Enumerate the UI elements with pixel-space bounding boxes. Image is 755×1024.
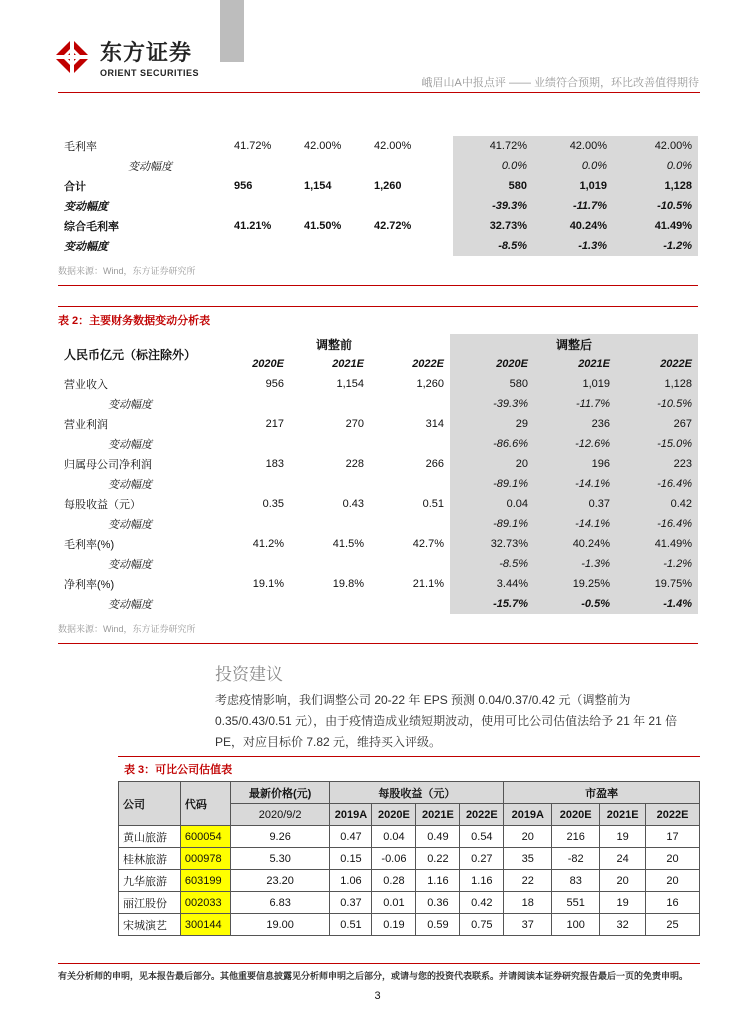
year-header: 2021E [600,804,646,826]
row-label: 变动幅度 [108,519,152,531]
pe-value: 551 [552,892,600,914]
table-row [58,394,698,414]
eps-value: 0.19 [372,914,416,936]
row-label: 综合毛利率 [64,221,119,233]
table-row [58,594,698,614]
cell-value: -39.3% [450,394,534,414]
year-header: 2020E [552,804,600,826]
cell-value [290,394,370,414]
cell-value: 1,154 [304,180,332,192]
cell-value: 0.0% [453,156,533,176]
cell-value: 267 [616,414,698,434]
cell-value [368,196,453,216]
cell-value [368,236,453,256]
cell-value: 0.43 [342,498,364,510]
cell-value: 20 [450,454,534,474]
eps-value: 0.28 [372,870,416,892]
cell-value: -89.1% [450,474,534,494]
cell-value: 217 [265,418,284,430]
stock-code: 000978 [180,848,230,870]
cell-value: 32.73% [453,216,533,236]
table-row [58,474,698,494]
pe-value: -82 [552,848,600,870]
cell-value: 32.73% [450,534,534,554]
row-label: 合计 [64,181,86,193]
table2-unit-label: 人民币亿元（标注除外） [64,347,197,362]
row-label: 净利率(%) [64,579,115,591]
cell-value: -1.3% [534,554,616,574]
cell-value: 41.2% [252,538,284,550]
cell-value: -11.7% [533,196,613,216]
latest-price: 19.00 [230,914,330,936]
t3-header-price: 最新价格(元) [230,782,330,804]
eps-value: 0.36 [416,892,460,914]
row-label: 毛利率(%) [64,539,115,551]
row-label: 归属母公司净利润 [64,459,152,471]
header-divider [58,92,700,93]
pe-value: 16 [646,892,700,914]
cell-value: -0.5% [534,594,616,614]
table-row [58,216,698,236]
eps-value: 1.06 [330,870,372,892]
table-row [119,848,700,870]
pe-value: 18 [504,892,552,914]
cell-value: -1.2% [616,554,698,574]
eps-value: 0.51 [330,914,372,936]
cell-value: 40.24% [533,216,613,236]
table2-group-after: 调整后 [450,334,698,354]
table-row [58,196,698,216]
stock-code: 603199 [180,870,230,892]
table-row [58,236,698,256]
cell-value: 1,019 [533,176,613,196]
cell-value: 42.72% [374,220,412,232]
cell-value: 223 [616,454,698,474]
cell-value: 42.00% [374,140,412,152]
stock-code: 600054 [180,826,230,848]
table-row [58,494,698,514]
pe-value: 20 [504,826,552,848]
cell-value [290,434,370,454]
cell-value: 956 [265,378,284,390]
cell-value: 19.25% [534,574,616,594]
eps-value: 0.47 [330,826,372,848]
cell-value: -86.6% [450,434,534,454]
cell-value [370,594,450,614]
footer-divider [58,963,700,964]
cell-value: -1.4% [616,594,698,614]
eps-value: 0.75 [460,914,504,936]
cell-value [370,514,450,534]
pe-value: 37 [504,914,552,936]
cell-value: 1,128 [616,374,698,394]
cell-value: 0.0% [613,156,698,176]
table-row [58,554,698,574]
table-row [119,826,700,848]
table2-source: 数据来源：Wind，东方证券研究所 [58,624,196,634]
header-grey-bar [220,0,244,62]
pe-value: 35 [504,848,552,870]
cell-value: -8.5% [453,236,533,256]
cell-value: 1,154 [336,378,364,390]
cell-value [218,434,290,454]
brand-logo [52,36,199,78]
cell-value: -1.3% [533,236,613,256]
pe-value: 17 [646,826,700,848]
cell-value: 580 [450,374,534,394]
cell-value: -14.1% [534,514,616,534]
year-header: 2021E [416,804,460,826]
cell-value [218,474,290,494]
company-name: 宋城演艺 [119,914,181,936]
cell-value: 1,260 [374,180,402,192]
company-name: 九华旅游 [119,870,181,892]
year-header: 2019A [504,804,552,826]
cell-value [370,474,450,494]
table-row [58,414,698,434]
eps-value: 0.59 [416,914,460,936]
year-header: 2020E [450,354,534,374]
cell-value [370,554,450,574]
company-name: 丽江股份 [119,892,181,914]
table2-group-before: 调整前 [315,337,352,352]
cell-value [298,156,368,176]
cell-value [290,594,370,614]
row-label: 营业收入 [64,379,108,391]
year-header: 2022E [412,358,444,370]
cell-value [218,594,290,614]
cell-value: -15.0% [616,434,698,454]
eps-value: -0.06 [372,848,416,870]
logo-en-text: ORIENT SECURITIES [100,68,200,78]
cell-value: -15.7% [450,594,534,614]
cell-value: 1,128 [613,176,698,196]
table2-top-rule [58,306,698,307]
eps-value: 0.27 [460,848,504,870]
cell-value [228,196,298,216]
cell-value: 956 [234,180,253,192]
eps-value: 0.04 [372,826,416,848]
table-row [119,892,700,914]
table-row [58,454,698,474]
cell-value: -10.5% [616,394,698,414]
table-row [58,176,698,196]
cell-value: 0.42 [616,494,698,514]
row-label: 变动幅度 [128,161,172,173]
latest-price: 5.30 [230,848,330,870]
cell-value [290,474,370,494]
cell-value: 29 [450,414,534,434]
report-title: 峨眉山A中报点评 —— 业绩符合预期，环比改善值得期待 [421,77,699,89]
cell-value: 41.50% [304,220,342,232]
pe-value: 20 [646,848,700,870]
row-label: 变动幅度 [108,559,152,571]
cell-value [368,156,453,176]
cell-value: 0.0% [533,156,613,176]
table1 [58,136,698,286]
eps-value: 1.16 [416,870,460,892]
logo-cn-text: 东方证券 [100,40,193,65]
table-row [58,534,698,554]
logo-icon [52,37,92,77]
row-label: 变动幅度 [108,439,152,451]
year-header: 2020E [252,358,284,370]
cell-value [228,236,298,256]
stock-code: 300144 [180,914,230,936]
eps-value: 0.15 [330,848,372,870]
stock-code: 002033 [180,892,230,914]
cell-value: -16.4% [616,514,698,534]
table-row [58,434,698,454]
cell-value: 19.8% [332,578,364,590]
row-label: 营业利润 [64,419,108,431]
latest-price: 6.83 [230,892,330,914]
table2-title: 表 2：主要财务数据变动分析表 [58,315,211,327]
cell-value: -11.7% [534,394,616,414]
cell-value [290,554,370,574]
year-header: 2020E [372,804,416,826]
year-header: 2022E [646,804,700,826]
latest-price: 23.20 [230,870,330,892]
cell-value [370,434,450,454]
cell-value [218,394,290,414]
eps-value: 0.37 [330,892,372,914]
eps-value: 0.54 [460,826,504,848]
t3-header-eps: 每股收益（元） [330,782,504,804]
table-row [119,914,700,936]
pe-value: 32 [600,914,646,936]
latest-price: 9.26 [230,826,330,848]
pe-value: 100 [552,914,600,936]
pe-value: 24 [600,848,646,870]
section-heading: 投资建议 [215,665,283,684]
year-header: 2019A [330,804,372,826]
t3-header-code: 代码 [180,782,230,826]
cell-value: 314 [425,418,444,430]
row-label: 变动幅度 [64,201,108,213]
cell-value: 0.37 [534,494,616,514]
year-header: 2021E [534,354,616,374]
table-row [58,136,698,156]
row-label: 变动幅度 [108,479,152,491]
cell-value: 236 [534,414,616,434]
row-label: 变动幅度 [108,599,152,611]
cell-value: 580 [453,176,533,196]
table-row [119,870,700,892]
page-number: 3 [374,990,381,1002]
t3-header-company: 公司 [119,782,181,826]
cell-value [298,236,368,256]
row-label: 每股收益（元） [64,499,141,511]
table3 [118,756,700,936]
cell-value [298,196,368,216]
eps-value: 0.49 [416,826,460,848]
cell-value: 41.72% [234,140,272,152]
cell-value: 41.49% [613,216,698,236]
cell-value: 21.1% [412,578,444,590]
row-label: 毛利率 [64,141,97,153]
year-header: 2021E [332,358,364,370]
cell-value: -1.2% [613,236,698,256]
cell-value: 1,019 [534,374,616,394]
table-row [58,156,698,176]
pe-value: 19 [600,826,646,848]
eps-value: 0.01 [372,892,416,914]
cell-value: -89.1% [450,514,534,534]
row-label: 变动幅度 [108,399,152,411]
cell-value [218,514,290,534]
t3-header-date: 2020/9/2 [230,804,330,826]
pe-value: 25 [646,914,700,936]
cell-value: 19.1% [252,578,284,590]
cell-value: 40.24% [534,534,616,554]
cell-value: 42.00% [304,140,342,152]
cell-value: 42.00% [613,136,698,156]
cell-value: 41.21% [234,220,272,232]
cell-value [370,394,450,414]
cell-value: 41.49% [616,534,698,554]
cell-value: 19.75% [616,574,698,594]
pe-value: 216 [552,826,600,848]
cell-value: 42.00% [533,136,613,156]
eps-value: 0.42 [460,892,504,914]
cell-value: 0.04 [450,494,534,514]
table2 [58,306,698,644]
year-header: 2022E [460,804,504,826]
pe-value: 20 [600,870,646,892]
year-header: 2022E [616,354,698,374]
table-row [58,514,698,534]
cell-value: 41.72% [453,136,533,156]
cell-value: -16.4% [616,474,698,494]
company-name: 黄山旅游 [119,826,181,848]
cell-value: 266 [425,458,444,470]
cell-value: 0.51 [422,498,444,510]
cell-value: -14.1% [534,474,616,494]
eps-value: 0.22 [416,848,460,870]
table1-source: 数据来源：Wind，东方证券研究所 [58,266,196,276]
pe-value: 22 [504,870,552,892]
table3-title: 表 3：可比公司估值表 [124,764,233,776]
cell-value: -10.5% [613,196,698,216]
pe-value: 83 [552,870,600,892]
cell-value: 0.35 [262,498,284,510]
company-name: 桂林旅游 [119,848,181,870]
cell-value [228,156,298,176]
advice-paragraph: 考虑疫情影响，我们调整公司 20-22 年 EPS 预测 0.04/0.37/0.42 元（调整前为 0.35/0.43/0.51 元），由于疫情造成业绩短期波动，使用可比公司估值法给予 21 年 21 倍 PE，对应目标价 7.82 元，维持买入评级。 [215,693,678,749]
table-row [58,374,698,394]
table-row [58,574,698,594]
cell-value: 41.5% [332,538,364,550]
cell-value: -12.6% [534,434,616,454]
table3-top-rule [118,756,700,757]
cell-value: 270 [345,418,364,430]
cell-value [218,554,290,574]
pe-value: 19 [600,892,646,914]
table1-bottom-rule [58,285,698,286]
cell-value: 3.44% [450,574,534,594]
cell-value: 196 [534,454,616,474]
cell-value: 42.7% [412,538,444,550]
pe-value: 20 [646,870,700,892]
footer-disclaimer: 有关分析师的申明，见本报告最后部分。其他重要信息披露见分析师申明之后部分，或请与您的投资代表联系。并请阅读本证券研究报告最后一页的免责申明。 [58,971,689,981]
cell-value: -8.5% [450,554,534,574]
cell-value: -39.3% [453,196,533,216]
row-label: 变动幅度 [64,241,108,253]
cell-value: 228 [345,458,364,470]
table2-bottom-rule [58,643,698,644]
cell-value: 183 [265,458,284,470]
t3-header-pe: 市盈率 [504,782,700,804]
cell-value: 1,260 [416,378,444,390]
eps-value: 1.16 [460,870,504,892]
cell-value [290,514,370,534]
